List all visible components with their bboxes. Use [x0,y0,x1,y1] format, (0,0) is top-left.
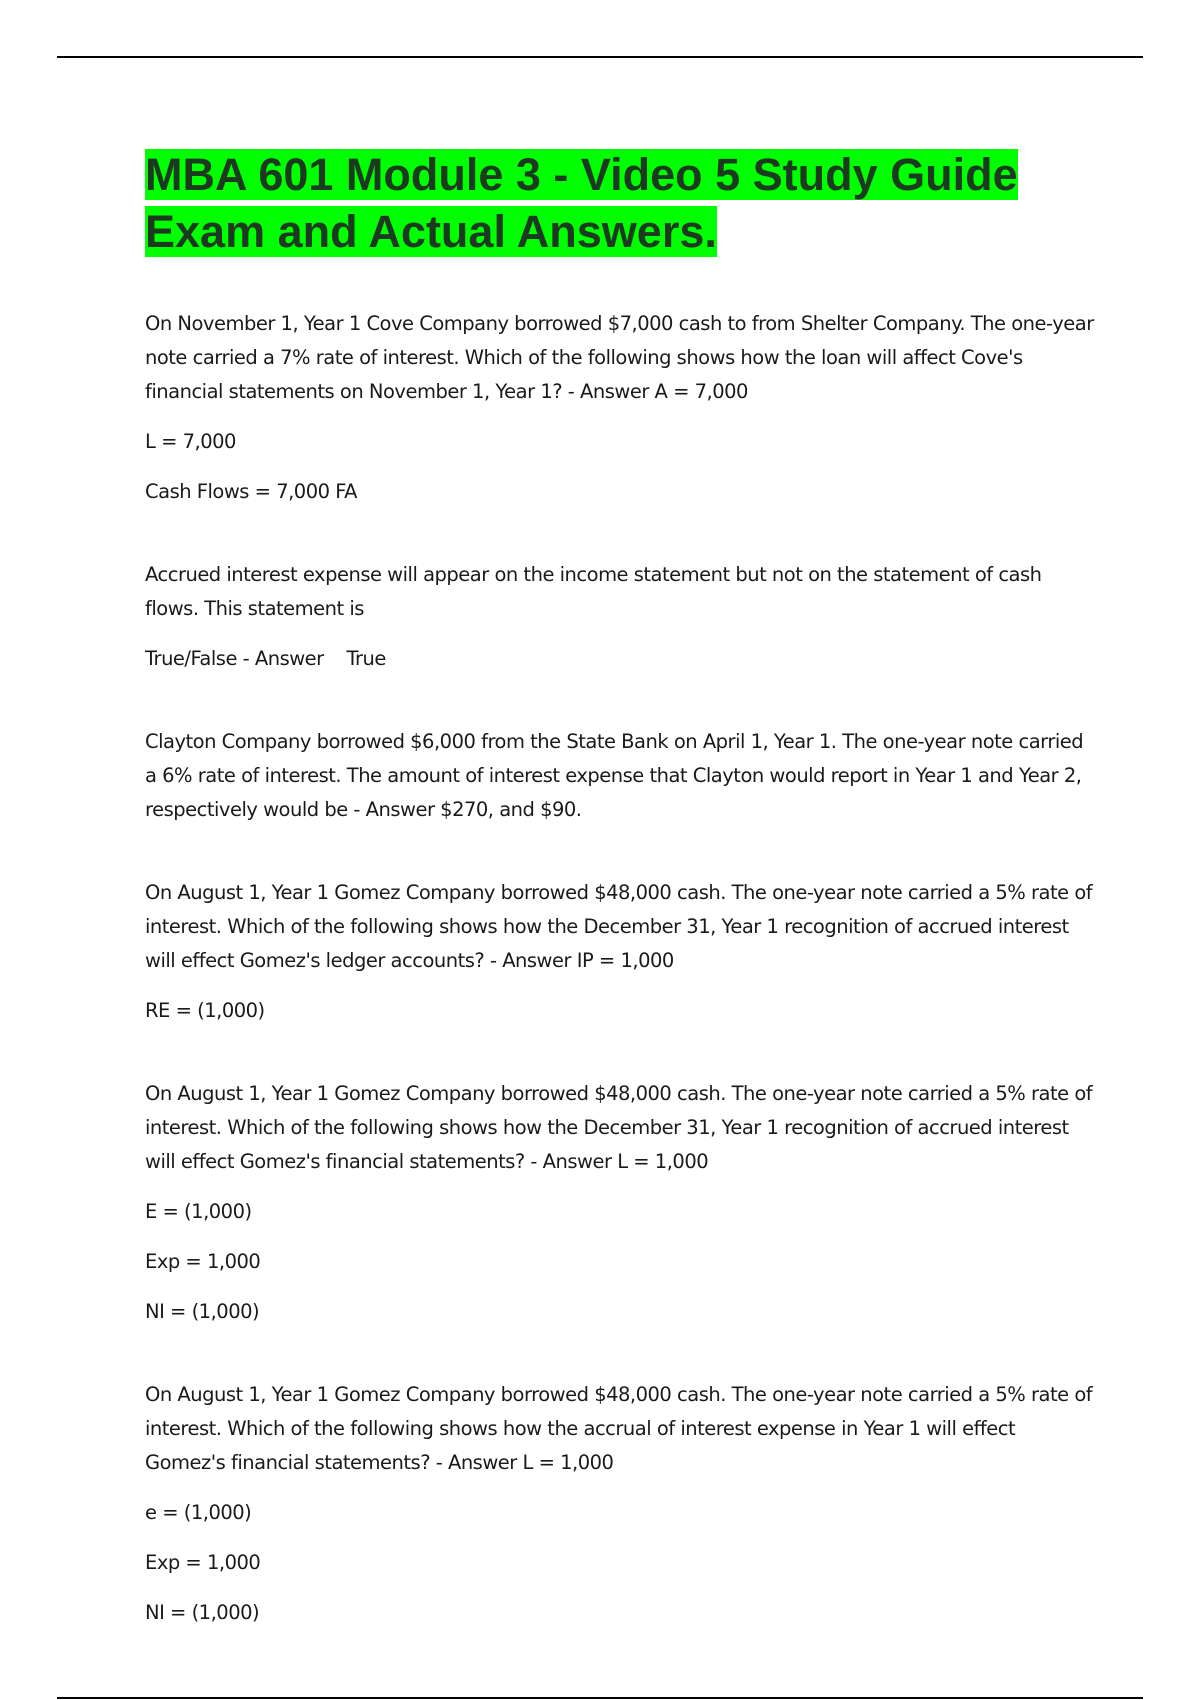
answer-line: Exp = 1,000 [145,1250,261,1273]
answer-text: IP = 1,000 [576,949,674,972]
qa-list [145,307,1095,1630]
header-rule [57,56,1143,58]
document-title [145,146,1095,260]
answer-line: L = 7,000 [145,430,236,453]
question-text: On August 1, Year 1 Gomez Company borrowed $48,000 cash. The one-year note carried a 5% rate of interest. Which of the following shows how the accrual of interest expense in Year 1 will effect Gomez's financial statements? - Answer [145,1383,1093,1474]
qa-item [145,1077,1095,1329]
answer-line: NI = (1,000) [145,1601,260,1624]
answer-line: True/False - Answer True [145,647,386,670]
answer-line: E = (1,000) [145,1200,252,1223]
answer-text: $270, and $90. [440,798,582,821]
question-text: On August 1, Year 1 Gomez Company borrowed $48,000 cash. The one-year note carried a 5% rate of interest. Which of the following shows how the December 31, Year 1 recognition of accrued interest will effect Gomez's financial statements? - Answer [145,1082,1093,1173]
qa-item [145,876,1095,1028]
question-paragraph [145,558,1095,626]
qa-item [145,307,1095,509]
answer-line: e = (1,000) [145,1501,252,1524]
document-content [145,146,1095,1679]
question-paragraph [145,876,1095,978]
answer-text: L = 1,000 [617,1150,709,1173]
answer-text: L = 1,000 [522,1451,614,1474]
qa-item [145,1378,1095,1630]
qa-item [145,725,1095,827]
answer-line: Exp = 1,000 [145,1551,261,1574]
question-text: Clayton Company borrowed $6,000 from the State Bank on April 1, Year 1. The one-year note carried a 6% rate of interest. The amount of interest expense that Clayton would report in Year 1 and Year 2, respectively would be - Answer [145,730,1084,821]
question-text: On November 1, Year 1 Cove Company borrowed $7,000 cash to from Shelter Company. The one-year note carried a 7% rate of interest. Which of the following shows how the loan will affect Cove's financial statements on November 1, Year 1? - Answer [145,312,1094,403]
question-paragraph [145,1077,1095,1179]
qa-item [145,558,1095,676]
question-text: Accrued interest expense will appear on the income statement but not on the statement of cash flows. This statement is [145,563,1042,620]
question-paragraph [145,1378,1095,1480]
question-paragraph [145,307,1095,409]
answer-line: Cash Flows = 7,000 FA [145,480,357,503]
answer-text: A = 7,000 [654,380,748,403]
answer-line: NI = (1,000) [145,1300,260,1323]
document-title-text: MBA 601 Module 3 - Video 5 Study Guide Exam and Actual Answers. [145,149,1018,257]
footer-rule [57,1697,1143,1699]
question-text: On August 1, Year 1 Gomez Company borrowed $48,000 cash. The one-year note carried a 5% rate of interest. Which of the following shows how the December 31, Year 1 recognition of accrued interest will effect Gomez's ledger accounts? - Answer [145,881,1093,972]
question-paragraph [145,725,1095,827]
answer-line: RE = (1,000) [145,999,265,1022]
